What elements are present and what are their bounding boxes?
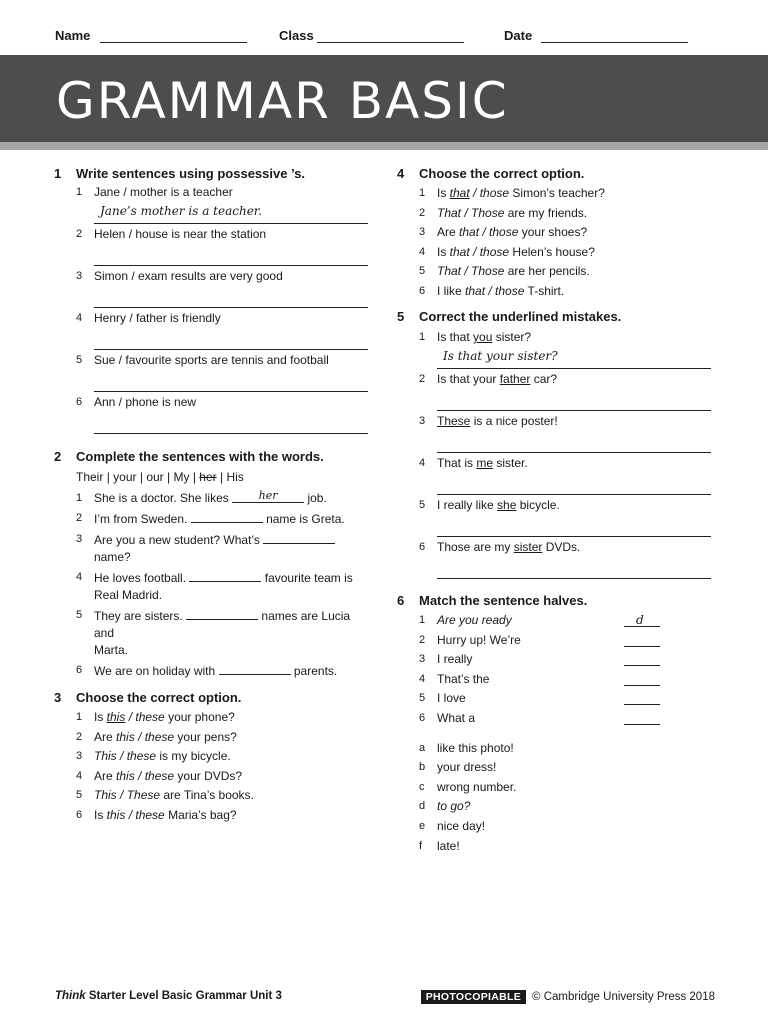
footer-copyright-block	[421, 990, 715, 1004]
item-number: 2	[419, 206, 426, 219]
option-a[interactable]: That	[437, 264, 462, 278]
answer-line[interactable]	[437, 556, 711, 579]
exercise-6	[397, 591, 717, 856]
option-separator: /	[479, 225, 490, 239]
second-half-item	[397, 837, 717, 857]
right-column	[397, 164, 717, 856]
footer-brand: Think	[55, 990, 86, 1002]
footer-course-title	[55, 990, 282, 1002]
exercise-item	[54, 531, 372, 549]
word-bank-item: our	[146, 470, 164, 484]
word-bank-item: My	[173, 470, 190, 484]
handwritten-answer: Jane’s mother is a teacher.	[100, 204, 263, 218]
item-prompt: Sue / favourite sports are tennis and football	[94, 353, 329, 367]
option-a[interactable]: that	[449, 244, 470, 259]
item-number: 1	[419, 187, 426, 199]
sentence-continuation: Real Madrid.	[94, 588, 163, 602]
class-field	[279, 28, 314, 43]
date-input-line[interactable]	[541, 42, 688, 43]
sentence-start: That is	[437, 456, 477, 470]
exercise-number: 3	[54, 690, 62, 705]
option-item	[54, 728, 372, 748]
option-a[interactable]: This	[94, 749, 117, 763]
item-number: 2	[419, 373, 426, 385]
option-a[interactable]: that	[459, 225, 480, 239]
word-bank	[54, 467, 372, 487]
first-half-text: Hurry up! We’re	[437, 632, 521, 647]
handwritten-answer: her	[258, 489, 278, 502]
item-number: 4	[76, 769, 83, 782]
first-half-item	[397, 611, 717, 631]
option-a[interactable]: That	[437, 205, 462, 220]
item-number: 5	[76, 789, 83, 801]
sentence-start: I’m from Sweden.	[94, 512, 188, 526]
sentence-end: your phone?	[164, 710, 235, 724]
option-b[interactable]: these	[135, 807, 165, 822]
option-item	[397, 243, 717, 263]
item-number: 5	[419, 692, 426, 705]
option-separator: /	[461, 205, 472, 220]
sentence-end: parents.	[293, 664, 338, 678]
item-prompt: Henry / father is friendly	[94, 311, 221, 325]
exercise-instruction: Choose the correct option.	[76, 690, 242, 705]
exercise-item	[54, 510, 372, 528]
item-number: 4	[419, 245, 426, 258]
option-separator: /	[116, 788, 127, 802]
exercise-instruction: Match the sentence halves.	[419, 593, 588, 608]
option-b[interactable]: those	[495, 283, 525, 298]
first-half-text: That’s the	[437, 671, 490, 686]
name-field	[55, 28, 90, 43]
sentence-end: your DVDs?	[174, 768, 243, 783]
item-letter: e	[419, 819, 426, 832]
student-info-fields	[55, 28, 695, 48]
first-half-item	[397, 650, 717, 670]
page-footer	[55, 990, 715, 1006]
sentence-start: I really like	[437, 498, 498, 512]
exercise-3-heading	[54, 688, 372, 708]
answer-line[interactable]	[437, 430, 711, 453]
underlined-mistake: you	[473, 330, 493, 344]
second-half-item	[397, 817, 717, 837]
option-item	[397, 282, 717, 302]
option-a[interactable]: that	[449, 186, 470, 200]
second-half-text: your dress!	[437, 760, 497, 775]
sentence-start: Is that your	[437, 372, 500, 386]
exercise-instruction: Complete the sentences with the words.	[76, 449, 324, 464]
sentence-end: favourite team is	[264, 571, 353, 585]
exercise-5-heading	[397, 307, 717, 327]
exercise-number: 4	[397, 166, 405, 181]
exercise-item	[397, 329, 717, 346]
option-item	[397, 262, 717, 282]
answer-line[interactable]	[94, 411, 368, 434]
option-item	[397, 223, 717, 243]
option-item	[54, 708, 372, 728]
sentence-end: your shoes?	[518, 225, 588, 239]
option-item	[54, 786, 372, 806]
item-number: 3	[76, 750, 83, 762]
first-half-item	[397, 709, 717, 729]
sentence-end: your pens?	[174, 729, 237, 744]
sentence-start: We are on holiday with	[94, 664, 216, 678]
item-number: 2	[76, 512, 83, 524]
underlined-mistake: sister	[513, 540, 543, 554]
sentence-end: sister.	[493, 456, 528, 470]
option-a[interactable]: this	[106, 710, 126, 724]
photocopiable-badge: PHOTOCOPIABLE	[421, 990, 526, 1004]
item-prompt: Jane / mother is a teacher	[94, 185, 233, 199]
sentence-start: Are	[94, 729, 117, 744]
sentence-start: Is	[437, 244, 450, 259]
exercise-4-heading	[397, 164, 717, 184]
sentence-end: car?	[530, 372, 558, 386]
exercise-item	[54, 184, 372, 201]
item-number: 1	[76, 186, 83, 198]
option-separator: /	[469, 186, 480, 200]
option-b[interactable]: These	[126, 788, 161, 802]
first-half-text: Are you ready	[437, 613, 512, 627]
sentence-start: Are	[94, 768, 117, 783]
item-number: 5	[76, 354, 83, 366]
exercise-item	[397, 371, 717, 388]
sentence-end: names are Lucia and	[94, 609, 351, 640]
option-b[interactable]: these	[135, 710, 165, 724]
sentence-end: job.	[307, 491, 327, 505]
item-number: 6	[419, 541, 426, 553]
word-bank-item: your	[113, 470, 137, 484]
sentence-end: are her pencils.	[504, 264, 590, 278]
sentence-end: bicycle.	[516, 498, 560, 512]
answer-line[interactable]	[94, 243, 368, 266]
item-number: 6	[76, 396, 83, 408]
word-separator: |	[139, 470, 143, 484]
option-item	[54, 806, 372, 826]
item-number: 4	[76, 571, 83, 583]
class-input-line[interactable]	[317, 42, 464, 43]
option-separator: /	[485, 283, 496, 298]
exercise-item	[397, 539, 717, 556]
item-letter: b	[419, 761, 426, 774]
option-separator: /	[116, 749, 127, 763]
item-number: 4	[419, 672, 426, 685]
item-number: 1	[419, 614, 426, 626]
first-half-text: I love	[437, 691, 466, 706]
exercise-item	[54, 569, 372, 587]
option-item	[54, 747, 372, 767]
answer-line[interactable]	[94, 369, 368, 392]
sentence-start: Are	[437, 225, 460, 239]
word-separator: |	[167, 470, 171, 484]
item-number: 1	[76, 492, 83, 504]
item-number: 6	[419, 284, 426, 297]
option-b[interactable]: those	[479, 186, 510, 200]
sentence-end: are Tina’s books.	[160, 788, 254, 802]
exercise-5	[397, 307, 717, 579]
answer-line[interactable]	[437, 346, 711, 369]
exercise-item	[54, 310, 372, 327]
left-column	[54, 164, 372, 825]
sentence-start: Those are my	[437, 540, 514, 554]
answer-line[interactable]	[94, 327, 368, 350]
second-half-item	[397, 739, 717, 759]
sentence-end: is a nice poster!	[470, 414, 558, 428]
footer-level: Starter Level Basic Grammar Unit 3	[85, 990, 282, 1002]
class-label: Class	[279, 28, 314, 43]
option-b[interactable]: those	[489, 225, 519, 239]
sentence-start: He loves football.	[94, 571, 187, 585]
first-half-text: I really	[437, 652, 473, 667]
exercise-1	[54, 164, 372, 434]
option-b[interactable]: these	[126, 749, 157, 763]
sentence-continuation: Marta.	[94, 643, 129, 657]
exercise-item	[397, 413, 717, 430]
exercise-item	[54, 226, 372, 243]
handwritten-answer: d	[636, 613, 644, 627]
match-answer-line[interactable]	[624, 704, 660, 705]
sentence-end: name is Greta.	[266, 512, 345, 526]
option-a[interactable]: this	[106, 807, 126, 822]
item-number: 6	[76, 808, 83, 821]
banner-divider	[0, 142, 768, 150]
answer-line[interactable]	[437, 514, 711, 537]
match-answer-line[interactable]	[624, 724, 660, 725]
item-number: 2	[76, 730, 83, 743]
exercise-1-heading	[54, 164, 372, 184]
sentence-end: Simon’s teacher?	[509, 186, 605, 200]
option-separator: /	[134, 729, 145, 744]
match-answer-line[interactable]	[624, 613, 660, 627]
item-letter: c	[419, 780, 425, 793]
item-number: 3	[76, 270, 83, 282]
exercise-4	[397, 164, 717, 301]
sentence-end: Maria’s bag?	[164, 807, 237, 822]
second-half-item	[397, 758, 717, 778]
exercise-item	[54, 352, 372, 369]
fill-in-blank[interactable]	[189, 569, 261, 582]
option-separator: /	[134, 768, 145, 783]
exercise-2	[54, 447, 372, 680]
match-answer-line[interactable]	[624, 685, 660, 686]
sentence-end: DVDs.	[542, 540, 581, 554]
item-number: 6	[76, 664, 83, 676]
answer-line[interactable]	[94, 201, 368, 224]
exercise-number: 1	[54, 166, 62, 181]
fill-in-blank[interactable]	[219, 662, 291, 675]
second-half-text: to go?	[437, 799, 471, 814]
date-field	[504, 28, 532, 43]
second-half-text: late!	[437, 838, 460, 853]
first-half-item	[397, 689, 717, 709]
answer-line[interactable]	[437, 388, 711, 411]
option-separator: /	[125, 710, 136, 724]
word-separator: |	[192, 470, 196, 484]
exercise-item	[54, 490, 372, 507]
exercise-number: 6	[397, 593, 405, 608]
title-banner	[0, 55, 768, 142]
date-label: Date	[504, 28, 533, 43]
option-b[interactable]: Those	[471, 264, 505, 278]
sentence-continuation: name?	[94, 550, 131, 564]
item-letter: f	[419, 839, 423, 852]
option-a[interactable]: that	[465, 283, 486, 298]
sentence-start: Is	[437, 186, 450, 200]
exercise-instruction: Correct the underlined mistakes.	[419, 309, 622, 324]
underlined-mistake: These	[437, 414, 471, 428]
option-item	[397, 184, 717, 204]
exercise-item	[54, 607, 372, 642]
name-label: Name	[55, 28, 91, 43]
copyright-text: © Cambridge University Press 2018	[532, 991, 715, 1003]
item-prompt: Helen / house is near the station	[94, 227, 267, 241]
item-number: 3	[419, 653, 426, 666]
item-number: 1	[76, 711, 83, 723]
option-a[interactable]: this	[116, 768, 135, 783]
item-prompt: Ann / phone is new	[94, 395, 197, 409]
second-half-text: wrong number.	[437, 779, 517, 794]
item-letter: d	[419, 800, 426, 813]
item-number: 2	[419, 633, 426, 646]
word-separator: |	[219, 470, 224, 484]
exercise-item	[54, 268, 372, 285]
underlined-mistake: me	[476, 456, 494, 470]
exercise-3	[54, 688, 372, 825]
match-answer-line[interactable]	[624, 646, 660, 647]
option-separator: /	[125, 807, 136, 822]
item-number: 3	[419, 415, 426, 427]
option-separator: /	[461, 264, 472, 278]
exercise-item	[54, 394, 372, 411]
sentence-end: Helen’s house?	[509, 244, 595, 259]
exercise-2-heading	[54, 447, 372, 467]
second-half-text: nice day!	[437, 818, 486, 833]
word-bank-item-used: her	[199, 470, 217, 484]
page-title: GRAMMAR BASIC	[56, 72, 509, 130]
item-number: 5	[76, 609, 83, 621]
option-b[interactable]: these	[144, 768, 175, 783]
fill-in-blank[interactable]	[191, 510, 263, 523]
sentence-start: Are you a new student? What’s	[94, 533, 260, 547]
sentence-start: She is a doctor. She likes	[94, 491, 229, 505]
word-bank-item: His	[226, 470, 244, 484]
sentence-start: I like	[437, 283, 466, 298]
first-half-item	[397, 670, 717, 690]
option-a[interactable]: This	[94, 788, 117, 802]
item-number: 6	[419, 711, 426, 724]
first-half-text: What a	[437, 710, 476, 725]
option-separator: /	[469, 244, 480, 259]
item-number: 5	[419, 499, 426, 511]
sentence-start: Is that	[437, 330, 474, 344]
word-separator: |	[106, 470, 110, 484]
sentence-start: They are sisters.	[94, 609, 183, 623]
item-number: 1	[419, 331, 426, 343]
exercise-item	[54, 662, 372, 680]
exercise-item	[397, 497, 717, 514]
exercise-number: 5	[397, 309, 405, 324]
item-number: 3	[76, 533, 83, 545]
fill-in-blank[interactable]	[232, 490, 304, 503]
second-half-item	[397, 778, 717, 798]
exercise-instruction: Choose the correct option.	[419, 166, 585, 181]
option-item	[397, 204, 717, 224]
fill-in-blank[interactable]	[263, 531, 335, 544]
handwritten-answer: Is that your sister?	[443, 349, 558, 363]
underlined-mistake: father	[499, 372, 531, 386]
sentence-end: are my friends.	[504, 205, 588, 220]
option-b[interactable]: these	[144, 729, 175, 744]
second-half-item	[397, 797, 717, 817]
item-number: 4	[76, 312, 83, 324]
sentence-end: is my bicycle.	[156, 749, 231, 763]
exercise-item	[397, 455, 717, 472]
second-half-text: like this photo!	[437, 740, 514, 755]
item-number: 4	[419, 457, 426, 469]
answer-line[interactable]	[437, 472, 711, 495]
sentence-end: sister?	[492, 330, 532, 344]
item-number: 3	[419, 226, 426, 238]
first-half-item	[397, 631, 717, 651]
fill-in-blank[interactable]	[186, 607, 258, 620]
sentence-start: Is	[94, 807, 107, 822]
sentence-start: Is	[94, 710, 107, 724]
option-b[interactable]: those	[479, 244, 510, 259]
option-a[interactable]: this	[116, 729, 135, 744]
match-answer-line[interactable]	[624, 665, 660, 666]
item-prompt: Simon / exam results are very good	[94, 269, 283, 283]
item-number: 2	[76, 228, 83, 240]
item-letter: a	[419, 741, 426, 754]
exercise-instruction: Write sentences using possessive ’s.	[76, 166, 306, 181]
exercise-6-heading	[397, 591, 717, 611]
sentence-end: T-shirt.	[524, 283, 565, 298]
underlined-mistake: she	[497, 498, 517, 512]
name-input-line[interactable]	[100, 42, 247, 43]
item-number: 5	[419, 265, 426, 277]
answer-line[interactable]	[94, 285, 368, 308]
word-bank-item: Their	[76, 470, 104, 484]
exercise-number: 2	[54, 449, 62, 464]
option-b[interactable]: Those	[471, 205, 505, 220]
option-item	[54, 767, 372, 787]
